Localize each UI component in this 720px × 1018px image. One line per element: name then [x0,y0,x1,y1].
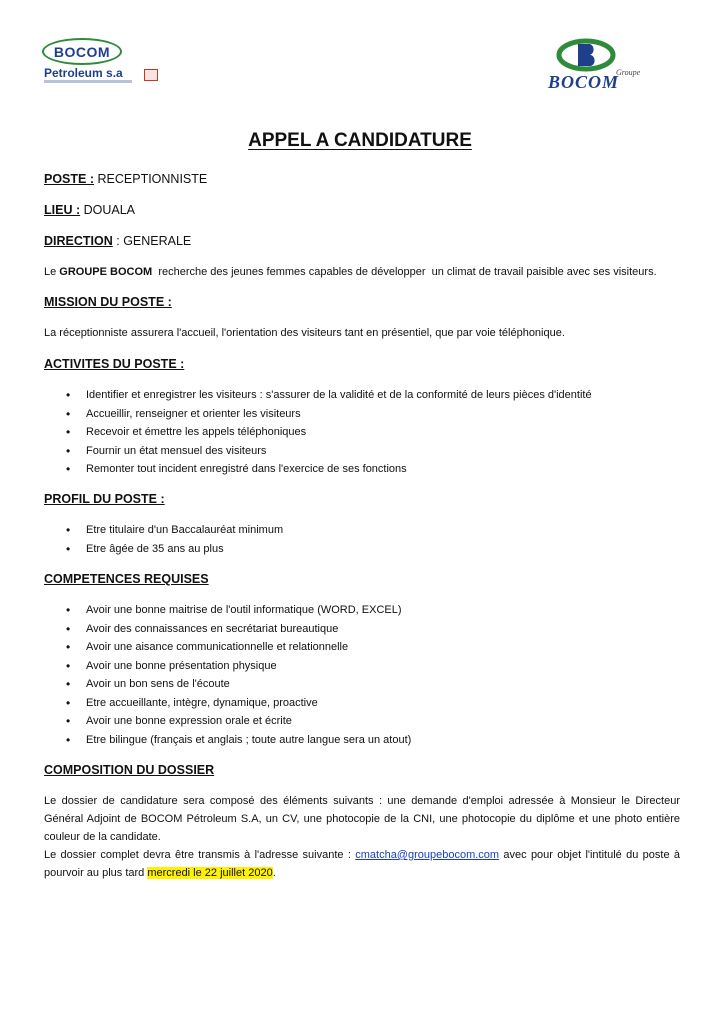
gb-emblem-icon [556,38,616,72]
email-link[interactable]: cmatcha@groupebocom.com [355,849,500,861]
logo-left-subtitle: Petroleum s.a [44,66,123,80]
logo-oval [42,38,122,65]
lieu-line [44,203,135,217]
poste-line [44,172,207,186]
activites-list [66,386,592,479]
direction-line [44,234,191,248]
intro-company: GROUPE BOCOM [59,266,153,278]
profil-list [66,521,283,558]
logo-right-groupe: Groupe [616,68,641,77]
list-item: • Etre titulaire d'un Baccalauréat minimum [66,521,283,540]
mission-text: La réceptionniste assurera l'accueil, l'orientation des visiteurs tant en présentiel, que par voie téléphonique. [44,327,565,339]
dossier-submission [44,846,680,882]
list-item: • Avoir des connaissances en secrétariat bureautique [66,620,411,639]
lieu-label: LIEU : [44,203,81,217]
intro-text: recherche des jeunes femmes capables de développer un climat de travail paisible avec ses visiteurs. [152,266,657,278]
list-item: • Etre accueillante, intègre, dynamique, proactive [66,694,411,713]
logo-right-name: BOCOM [548,72,620,92]
groupe-bocom-logo [548,38,658,92]
dossier-heading: COMPOSITION DU DOSSIER [44,763,215,777]
list-item: • Avoir une bonne maitrise de l'outil informatique (WORD, EXCEL) [66,601,411,620]
list-item: • Avoir une bonne présentation physique [66,657,411,676]
lieu-value: DOUALA [83,203,135,217]
dossier-text: Le dossier de candidature sera composé des éléments suivants : une demande d'emploi adressée à Monsieur le Directeur Général Adjoint de BOCOM Pétroleum S.A, un CV, une photocopie de la CNI, une photocopie du diplôme et une photo entière couleur de la candidate. [44,795,680,843]
direction-label: DIRECTION [44,234,113,248]
submission-prefix: Le dossier complet devra être transmis à l'adresse suivante : [44,849,356,861]
submission-mid: avec pour objet l'intitulé du poste à pourvoir au plus tard [44,849,680,879]
poste-value: RECEPTIONNISTE [97,172,208,186]
submission-end: . [272,867,276,879]
list-item: • Recevoir et émettre les appels téléphoniques [66,423,592,442]
bocom-petroleum-logo [42,38,162,88]
competences-heading: COMPETENCES REQUISES [44,572,209,586]
profil-heading: PROFIL DU POSTE : [44,492,165,506]
deadline-highlight: mercredi le 22 juillet 2020 [147,867,273,879]
list-item: • Identifier et enregistrer les visiteurs : s'assurer de la validité et de la conformité de leurs pièces d'identité [66,386,592,405]
certification-badge-icon [144,69,158,81]
list-item: • Etre âgée de 35 ans au plus [66,540,283,559]
list-item: • Avoir une bonne expression orale et écrite [66,712,411,731]
logo-tagline-bar [44,80,132,83]
list-item: • Fournir un état mensuel des visiteurs [66,442,592,461]
page-title: APPEL A CANDIDATURE [248,130,472,151]
list-item: • Remonter tout incident enregistré dans l'exercice de ses fonctions [66,460,592,479]
list-item: • Accueillir, renseigner et orienter les visiteurs [66,405,592,424]
intro-prefix: Le [44,266,60,278]
list-item: • Avoir une aisance communicationnelle et relationnelle [66,638,411,657]
list-item: • Avoir un bon sens de l'écoute [66,675,411,694]
list-item: • Etre bilingue (français et anglais ; toute autre langue sera un atout) [66,731,411,750]
direction-sep: : [112,234,120,248]
logo-left-name: BOCOM [53,43,111,60]
mission-heading: MISSION DU POSTE : [44,295,172,309]
intro-paragraph [44,263,680,281]
poste-label: POSTE : [44,172,95,186]
direction-value: GENERALE [123,234,192,248]
competences-list [66,601,411,749]
activites-heading: ACTIVITES DU POSTE : [44,357,185,371]
